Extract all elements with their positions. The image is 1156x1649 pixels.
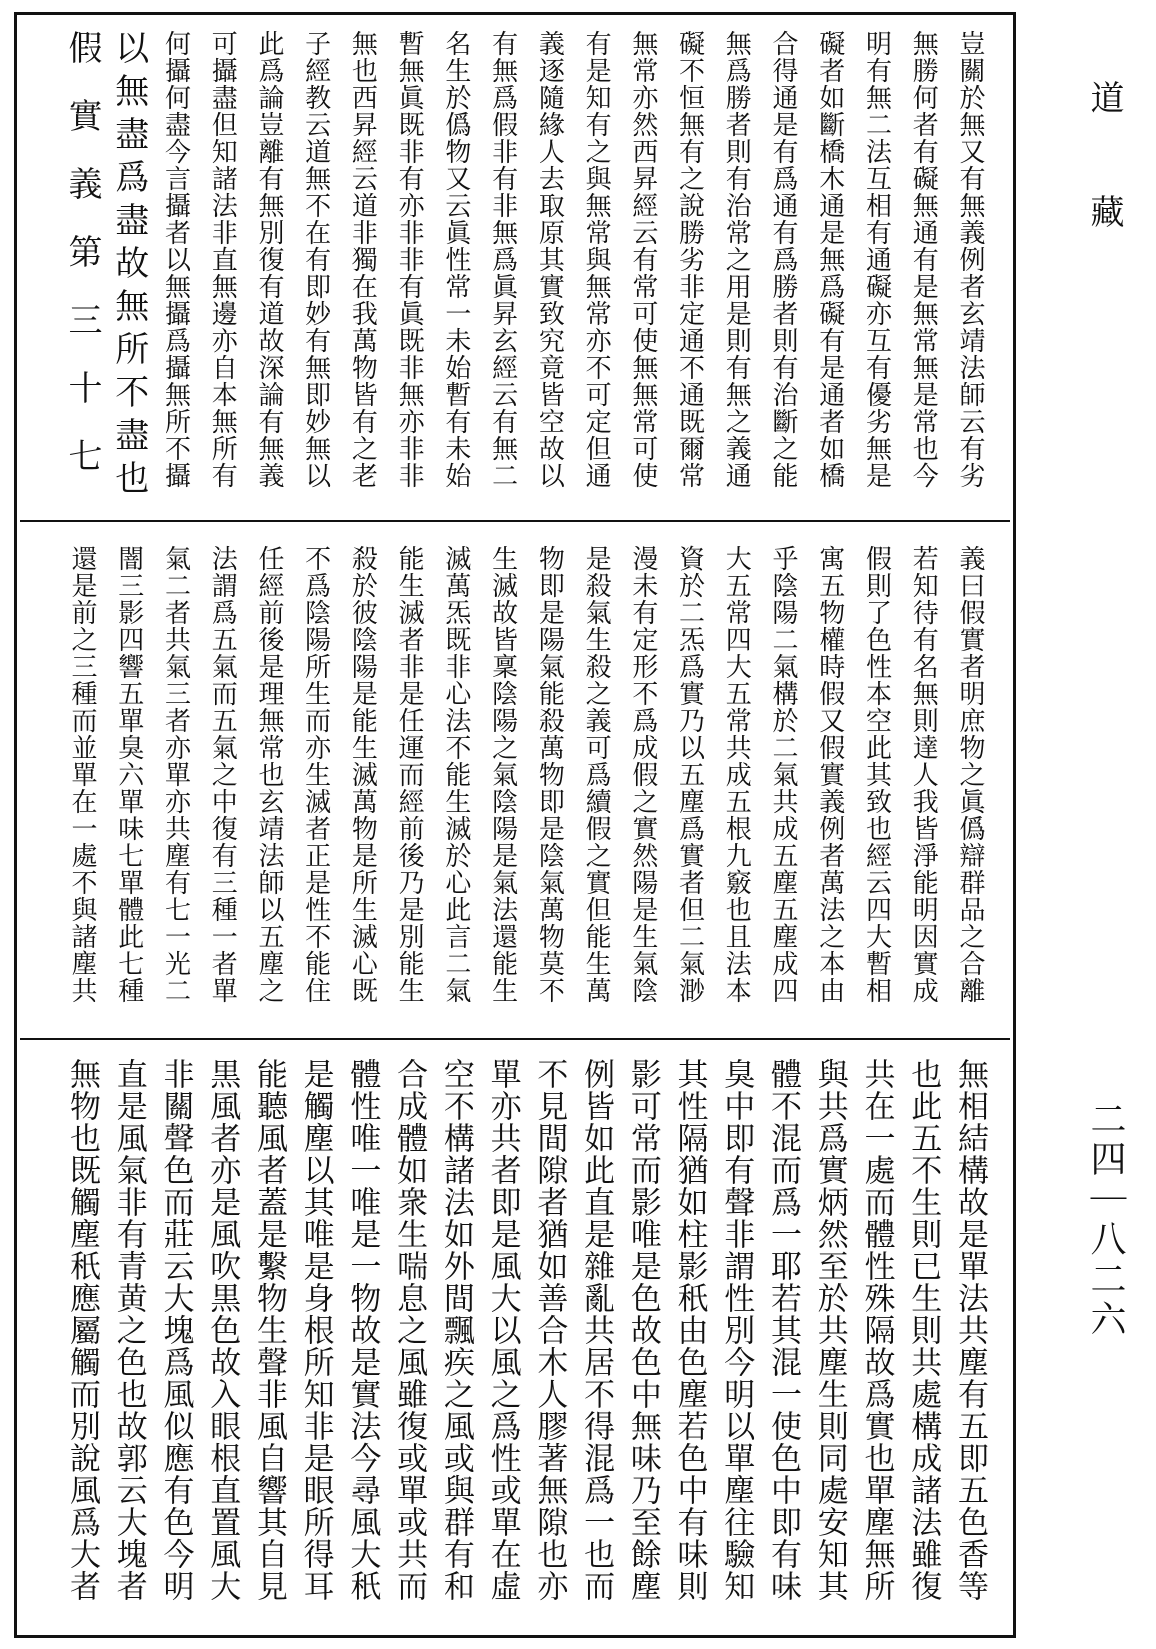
text-column: 任經前後是理無常也玄靖法師以五塵之 [253,545,284,1004]
text-column: 無物也既觸塵秖應屬觸而別說風爲大者 [64,1058,100,1602]
text-column: 臭中即有聲非謂性別今明以單塵往驗知 [718,1058,755,1602]
text-column: 非關聲色而莊云大塊爲風似應有色今明 [157,1058,194,1602]
text-column: 物即是陽氣能殺萬物即是陰氣萬物莫不 [534,545,565,1004]
text-column: 此爲論豈離有無別復有道故深論有無義 [253,30,284,489]
text-column: 例皆如此直是雜亂共居不得混爲一也而 [578,1058,615,1602]
text-column: 名生於僞物又云眞性常一未始暫有未始 [440,30,471,489]
text-column: 無也西昇經云道非獨在我萬物皆有之老 [347,30,378,489]
register-divider-2 [20,1038,1010,1040]
text-column: 明有無二法互相有通礙亦互有優劣無是 [861,30,892,489]
text-column: 殺於彼陰陽是能生滅萬物是所生滅心既 [347,545,378,1004]
text-column: 是殺氣生殺之義可爲續假之實但能生萬 [581,545,612,1004]
text-column: 豈關於無又有無義例者玄靖法師云有劣 [954,30,985,489]
text-column: 是觸塵以其唯是身根所知非是眼所得耳 [297,1058,334,1602]
text-column: 可攝盡但知諸法非直無邊亦自本無所有 [207,30,238,489]
text-column: 生滅故皆稟陰陽之氣陰陽是氣法還能生 [487,545,518,1004]
text-column: 合成體如衆生喘息之風雖復或單或共而 [391,1058,428,1602]
text-column: 假則了色性本空此其致也經云四大暫相 [861,545,892,1004]
text-column: 黒風者亦是風吹黒色故入眼根直置風大 [204,1058,241,1602]
text-column: 資於二炁爲實乃以五塵爲實者但二氣渺 [674,545,705,1004]
text-column: 有無爲假非有非無爲眞昇玄經云有無二 [487,30,518,489]
text-column: 空不構諸法如外間飄疾之風或與群有和 [437,1058,474,1602]
text-column: 以無盡爲盡故無所不盡也 [108,30,149,503]
text-column: 還是前之三種而並單在一處不與諸塵共 [67,545,97,1004]
text-column: 漫未有定形不爲成假之實然陽是生氣陰 [627,545,658,1004]
text-column: 單亦共者即是風大以風之爲性或單在虛 [484,1058,521,1602]
text-column: 影可常而影唯是色故色中無味乃至餘塵 [624,1058,661,1602]
text-column: 也此五不生則已生則共處構成諸法雖復 [905,1058,942,1602]
text-column: 有是知有之與無常與無常亦不可定但通 [581,30,612,489]
edge-title: 道藏 [1084,80,1124,308]
text-column: 暫無眞既非有亦非非有眞既非無亦非非 [394,30,425,489]
text-column: 能生滅者非是任運而經前後乃是別能生 [394,545,425,1004]
text-column: 何攝何盡今言攝者以無攝爲攝無所不攝 [160,30,191,489]
text-column: 與共爲實炳然至於共塵生則同處安知其 [811,1058,848,1602]
text-column: 體性唯一唯是一物故是實法今尋風大秖 [344,1058,381,1602]
text-column: 子經教云道無不在有即妙有無即妙無以 [300,30,331,489]
text-column: 無相結構故是單法共塵有五即五色香等 [951,1058,988,1602]
register-divider-1 [20,520,1010,522]
text-column: 無爲勝者則有治常之用是則有無之義通 [721,30,752,489]
text-column: 乎陰陽二氣構於二氣共成五塵五塵成四 [768,545,799,1004]
text-column: 礙不恒無有之說勝劣非定通不通既爾常 [674,30,705,489]
text-column: 無常亦然西昇經云有常可使無無常可使 [627,30,658,489]
text-column: 礙者如斷橋木通是無爲礙有是通者如橋 [814,30,845,489]
text-column: 法謂爲五氣而五氣之中復有三種一者單 [207,545,238,1004]
text-column: 合得通是有爲通有爲勝者則有治斷之能 [768,30,799,489]
text-column: 義曰假實者明庶物之眞僞辯群品之合離 [954,545,985,1004]
text-column: 直是風氣非有青黄之色也故郭云大塊者 [110,1058,147,1602]
register-top [62,30,990,515]
text-column: 滅萬炁既非心法不能生滅於心此言二氣 [440,545,471,1004]
text-column: 其性隔猶如柱影秖由色塵若色中有味則 [671,1058,708,1602]
text-column: 不爲陰陽所生而亦生滅者正是性不能住 [300,545,331,1004]
text-column: 假實義第三十七 [62,30,102,506]
text-column: 氣二者共氣三者亦單亦共塵有七一光二 [160,545,191,1004]
page-number: 二四｜八二六 [1085,1100,1126,1340]
text-column: 能聽風者蓋是繫物生聲非風自響其自見 [250,1058,287,1602]
text-column: 共在一處而體性殊隔故爲實也單塵無所 [858,1058,895,1602]
text-column: 寓五物權時假又假實義例者萬法之本由 [814,545,845,1004]
text-column: 無勝何者有礙無通有是無常無是常也今 [908,30,939,489]
text-column: 體不混而爲一耶若其混一使色中即有味 [765,1058,802,1602]
register-middle [62,545,990,1033]
text-column: 義逐隨緣人去取原其實致究竟皆空故以 [534,30,565,489]
text-column: 不見間隙者猶如善合木人膠著無隙也亦 [531,1058,568,1602]
text-column: 闇三影四響五單臭六單味七單體此七種 [113,545,144,1004]
text-column: 大五常四大五常共成五根九竅也且法本 [721,545,752,1004]
text-column: 若知待有名無則達人我皆淨能明因實成 [908,545,939,1004]
register-bottom [62,1058,990,1630]
